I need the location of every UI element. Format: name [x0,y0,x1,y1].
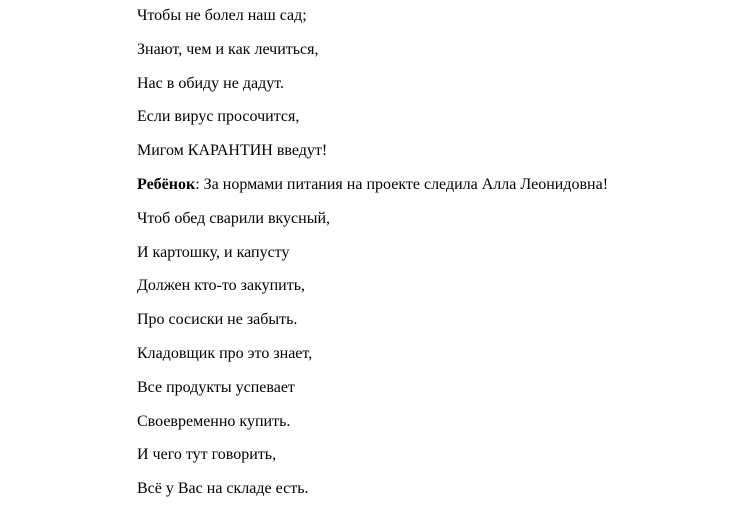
text-line: Про сосиски не забыть. [137,311,298,329]
text-line: Если вирус просочится, [137,108,300,126]
speaker-text: : За нормами питания на проекте следила Алла Леонидовна! [195,175,609,193]
text-line: Знают, чем и как лечиться, [137,40,319,58]
text-line: Своевременно купить. [137,412,291,430]
text-line: Нас в обиду не дадут. [137,74,284,92]
poem-text [137,3,608,510]
text-line: И картошку, и капусту [137,243,290,261]
speaker-line [137,172,608,206]
text-line: Все продукты успевает [137,378,295,396]
text-line: Чтоб обед сварили вкусный, [137,209,331,227]
text-line: И чего тут говорить, [137,446,277,464]
text-line: Всё у Вас на складе есть. [137,480,309,498]
text-line: Чтобы не болел наш сад; [137,7,307,24]
text-line: Должен кто-то закупить, [137,277,306,295]
text-line: Мигом КАРАНТИН введут! [137,142,328,160]
text-line: Кладовщик про это знает, [137,344,313,362]
speaker-name: Ребёнок [137,175,196,193]
